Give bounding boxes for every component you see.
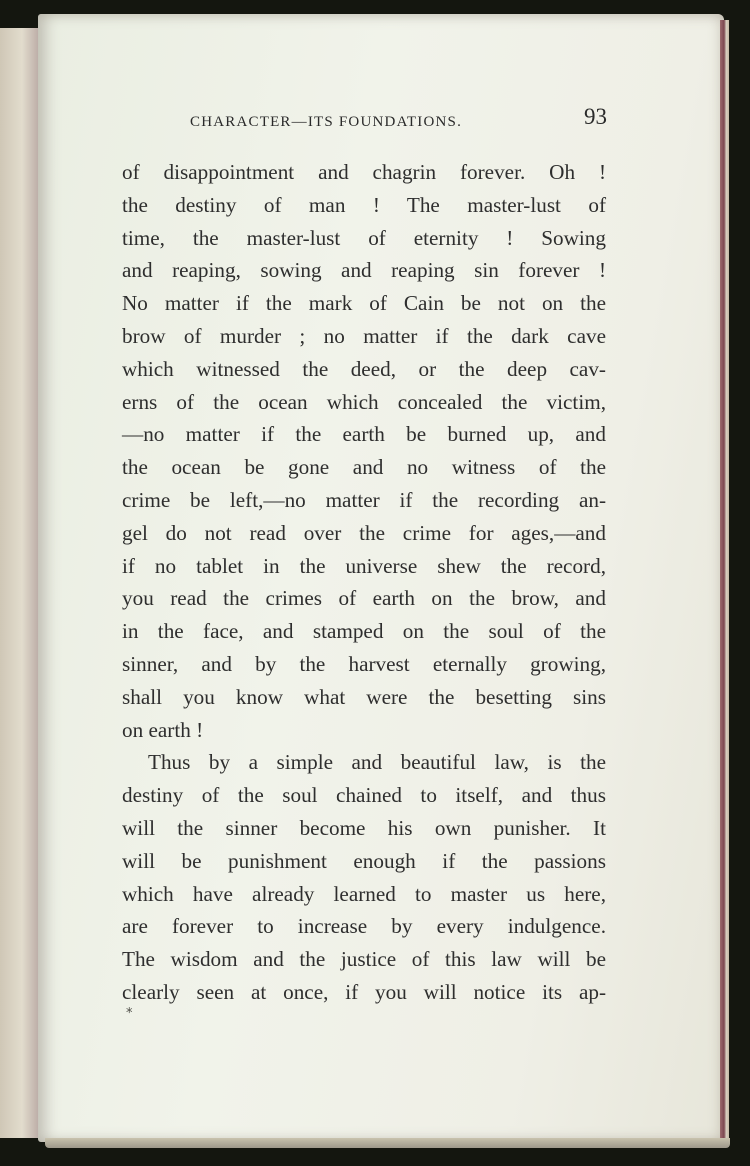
- text-line: destiny of the soul chained to itself, and thus: [122, 783, 606, 808]
- page-bottom-edge: [45, 1138, 730, 1148]
- text-line: sinner, and by the harvest eternally growing,: [122, 651, 606, 676]
- paragraph-start-line: Thus by a simple and beautiful law, is the: [148, 750, 606, 775]
- signature-mark: *: [126, 1006, 133, 1021]
- text-line: on earth !: [122, 717, 204, 742]
- text-line: of disappointment and chagrin forever. Oh !: [122, 160, 606, 184]
- text-line: brow of murder ; no matter if the dark cave: [122, 323, 606, 348]
- text-line: No matter if the mark of Cain be not on the: [122, 291, 606, 316]
- text-line: gel do not read over the crime for ages,—and: [122, 520, 606, 545]
- text-line: —no matter if the earth be burned up, and: [122, 422, 606, 447]
- text-line: The wisdom and the justice of this law will be: [122, 947, 606, 972]
- text-line: shall you know what were the besetting sins: [122, 684, 606, 709]
- text-line: crime be left,—no matter if the recording an-: [122, 487, 606, 512]
- text-line: clearly seen at once, if you will notice its ap-: [122, 979, 606, 1004]
- text-line: if no tablet in the universe shew the record,: [122, 553, 606, 578]
- page-header: [190, 104, 610, 140]
- text-line: and reaping, sowing and reaping sin forever !: [122, 258, 606, 283]
- text-line: will be punishment enough if the passions: [122, 848, 606, 873]
- text-line: the ocean be gone and no witness of the: [122, 455, 606, 480]
- page-fore-edge: [720, 20, 729, 1142]
- text-line: the destiny of man ! The master-lust of: [122, 192, 606, 217]
- text-line: in the face, and stamped on the soul of the: [122, 619, 606, 644]
- text-line: which witnessed the deed, or the deep cav-: [122, 356, 606, 381]
- body-text: [122, 156, 606, 1009]
- text-line: erns of the ocean which concealed the victim,: [122, 389, 606, 414]
- text-line: time, the master-lust of eternity ! Sowing: [122, 225, 606, 250]
- page-number: 93: [584, 104, 607, 129]
- text-line: you read the crimes of earth on the brow, and: [122, 586, 606, 611]
- text-line: will the sinner become his own punisher. It: [122, 815, 606, 840]
- text-line: which have already learned to master us here,: [122, 881, 606, 906]
- running-head: CHARACTER—ITS FOUNDATIONS.: [190, 114, 463, 130]
- text-line: are forever to increase by every indulgence.: [122, 914, 606, 939]
